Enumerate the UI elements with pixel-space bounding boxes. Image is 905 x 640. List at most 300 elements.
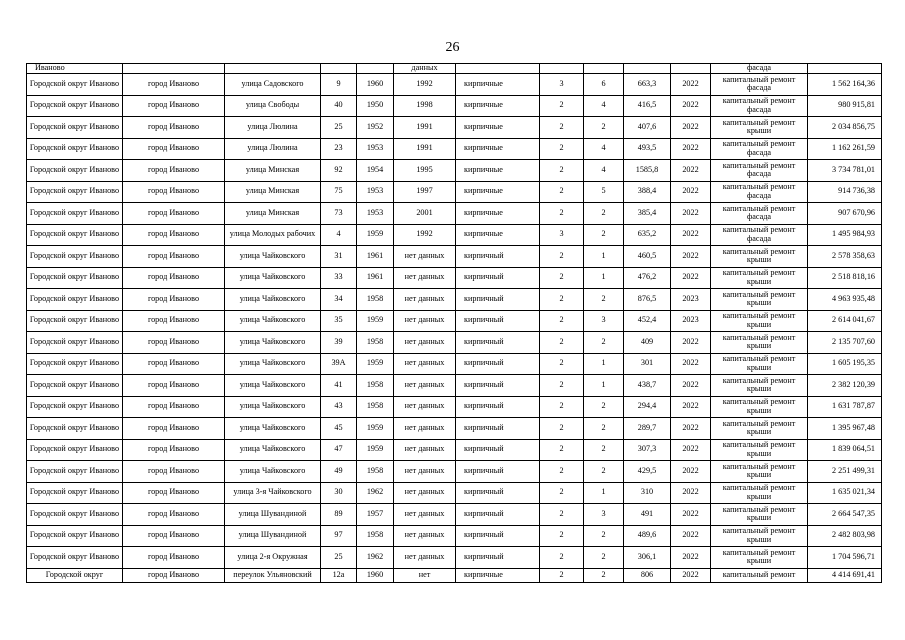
cell-area: 385,4 [624,203,671,225]
cell-work-type: капитальный ремонт крыши [711,461,808,483]
cell-renovation-year: нет данных [394,547,456,569]
cell-street: улица Чайковского [225,289,321,311]
cell-build-year: 1958 [357,332,394,354]
table-row [27,310,882,332]
cell-district: Городской округ Иваново [27,117,123,139]
cell-floors: 2 [540,181,584,203]
cell-work-type: капитальный ремонт фасада [711,74,808,96]
table-row [27,439,882,461]
cell-street: улица Люлина [225,138,321,160]
cell-work-type: капитальный ремонт крыши [711,353,808,375]
table-row [27,461,882,483]
cell-floors: 2 [540,160,584,182]
cell-wall-material: кирпичный [456,504,540,526]
cell-floors: 2 [540,504,584,526]
cell-street: улица Чайковского [225,418,321,440]
cell-entrances: 2 [584,418,624,440]
cell-work-type: капитальный ремонт крыши [711,525,808,547]
cell-renovation-year: 1992 [394,74,456,96]
cell-district: Городской округ Иваново [27,181,123,203]
cell-wall-material: кирпичный [456,396,540,418]
cell-district: Городской округ Иваново [27,95,123,117]
cell-renovation-year: нет данных [394,353,456,375]
cell-house-number: 43 [321,396,357,418]
cell-repair-year: 2022 [671,203,711,225]
table-row [27,246,882,268]
cell-wall-material: кирпичные [456,224,540,246]
cell-build-year: 1953 [357,138,394,160]
cell-work-type: капитальный ремонт [711,568,808,582]
cell-area: 489,6 [624,525,671,547]
cell-street: улица Люлина [225,117,321,139]
cell-entrances: 2 [584,547,624,569]
cell-build-year: 1958 [357,525,394,547]
cell-build-year: 1960 [357,74,394,96]
cell-district: Городской округ Иваново [27,482,123,504]
cell-floors: 2 [540,353,584,375]
cell-build-year: 1952 [357,117,394,139]
cell-house-number: 40 [321,95,357,117]
cell-cost [808,64,882,74]
cell-renovation-year: нет данных [394,504,456,526]
cell-city: город Иваново [123,568,225,582]
cell-area: 476,2 [624,267,671,289]
cell-wall-material: кирпичные [456,117,540,139]
cell-work-type: капитальный ремонт крыши [711,439,808,461]
cell-floors: 2 [540,568,584,582]
table-row [27,504,882,526]
cell-street: улица Чайковского [225,396,321,418]
table-row [27,332,882,354]
cell-city: город Иваново [123,289,225,311]
cell-renovation-year: нет данных [394,525,456,547]
cell-cost: 914 736,38 [808,181,882,203]
cell-area: 307,3 [624,439,671,461]
cell-work-type: капитальный ремонт крыши [711,482,808,504]
cell-house-number: 75 [321,181,357,203]
cell-cost: 2 034 856,75 [808,117,882,139]
cell-repair-year: 2022 [671,160,711,182]
cell-cost: 2 382 120,39 [808,375,882,397]
cell-build-year: 1950 [357,95,394,117]
cell-repair-year: 2022 [671,224,711,246]
cell-cost: 2 614 041,67 [808,310,882,332]
cell-street: улица Чайковского [225,246,321,268]
cell-cost: 1 605 195,35 [808,353,882,375]
cell-district: Городской округ Иваново [27,310,123,332]
cell-repair-year: 2022 [671,461,711,483]
cell-city: город Иваново [123,332,225,354]
cell-cost: 1 395 967,48 [808,418,882,440]
cell-renovation-year: нет данных [394,439,456,461]
cell-floors: 2 [540,246,584,268]
cell-house-number: 25 [321,117,357,139]
cell-floors: 2 [540,547,584,569]
cell-work-type: капитальный ремонт фасада [711,224,808,246]
cell-build-year: 1958 [357,396,394,418]
cell-entrances: 1 [584,353,624,375]
cell-entrances: 2 [584,525,624,547]
cell-area: 310 [624,482,671,504]
cell-wall-material [456,64,540,74]
cell-repair-year: 2022 [671,117,711,139]
table-row [27,418,882,440]
cell-floors: 2 [540,461,584,483]
cell-house-number: 89 [321,504,357,526]
cell-floors: 3 [540,224,584,246]
cell-street: улица Садовского [225,74,321,96]
cell-entrances: 2 [584,117,624,139]
cell-street: улица Молодых рабочих [225,224,321,246]
cell-street: переулок Ульяновский [225,568,321,582]
cell-street: улица 3-я Чайковского [225,482,321,504]
cell-build-year: 1959 [357,224,394,246]
cell-wall-material: кирпичный [456,418,540,440]
cell-build-year: 1959 [357,418,394,440]
cell-wall-material: кирпичные [456,203,540,225]
cell-build-year: 1960 [357,568,394,582]
cell-wall-material: кирпичный [456,482,540,504]
cell-renovation-year: 1991 [394,138,456,160]
cell-district: Городской округ Иваново [27,375,123,397]
cell-area: 301 [624,353,671,375]
cell-wall-material: кирпичный [456,439,540,461]
cell-work-type: капитальный ремонт фасада [711,203,808,225]
cell-floors: 2 [540,375,584,397]
cell-street: улица Шувандиной [225,504,321,526]
cell-area: 663,3 [624,74,671,96]
cell-repair-year: 2022 [671,138,711,160]
cell-area: 491 [624,504,671,526]
cell-district: Городской округ Иваново [27,246,123,268]
cell-street: улица Минская [225,160,321,182]
cell-district: Городской округ Иваново [27,353,123,375]
cell-repair-year: 2022 [671,568,711,582]
cell-repair-year: 2022 [671,525,711,547]
cell-entrances: 3 [584,310,624,332]
cell-city: город Иваново [123,181,225,203]
cell-repair-year [671,64,711,74]
cell-work-type: капитальный ремонт крыши [711,547,808,569]
cell-cost: 1 839 064,51 [808,439,882,461]
cell-area: 452,4 [624,310,671,332]
cell-cost: 1 162 261,59 [808,138,882,160]
cell-house-number: 9 [321,74,357,96]
cell-build-year: 1954 [357,160,394,182]
cell-floors: 2 [540,482,584,504]
table-row [27,203,882,225]
cell-cost: 2 578 358,63 [808,246,882,268]
cell-build-year: 1959 [357,310,394,332]
cell-city: город Иваново [123,246,225,268]
table-row [27,547,882,569]
cell-city: город Иваново [123,138,225,160]
cell-floors: 2 [540,439,584,461]
cell-build-year: 1953 [357,181,394,203]
cell-floors [540,64,584,74]
cell-street: улица Минская [225,181,321,203]
cell-city: город Иваново [123,482,225,504]
cell-floors: 2 [540,289,584,311]
table-row [27,396,882,418]
cell-street [225,64,321,74]
cell-entrances: 1 [584,246,624,268]
cell-cost: 2 518 818,16 [808,267,882,289]
cell-work-type: капитальный ремонт крыши [711,504,808,526]
table-row [27,353,882,375]
cell-build-year: 1961 [357,267,394,289]
cell-street: улица Чайковского [225,267,321,289]
cell-house-number: 33 [321,267,357,289]
cell-repair-year: 2022 [671,504,711,526]
cell-build-year: 1962 [357,482,394,504]
cell-city: город Иваново [123,525,225,547]
cell-house-number: 39 [321,332,357,354]
cell-city: город Иваново [123,375,225,397]
cell-repair-year: 2022 [671,332,711,354]
cell-build-year: 1959 [357,439,394,461]
table-row [27,375,882,397]
cell-repair-year: 2022 [671,181,711,203]
cell-wall-material: кирпичные [456,138,540,160]
cell-entrances: 4 [584,138,624,160]
cell-work-type: капитальный ремонт фасада [711,160,808,182]
cell-cost: 1 704 596,71 [808,547,882,569]
cell-floors: 3 [540,74,584,96]
cell-renovation-year: нет данных [394,267,456,289]
cell-wall-material: кирпичные [456,74,540,96]
cell-renovation-year: 2001 [394,203,456,225]
cell-area: 493,5 [624,138,671,160]
cell-renovation-year: нет данных [394,396,456,418]
cell-house-number: 97 [321,525,357,547]
table-row [27,525,882,547]
cell-street: улица Чайковского [225,461,321,483]
cell-floors: 2 [540,396,584,418]
cell-floors: 2 [540,138,584,160]
cell-house-number: 23 [321,138,357,160]
table-row [27,568,882,582]
cell-work-type: капитальный ремонт крыши [711,267,808,289]
cell-house-number: 47 [321,439,357,461]
cell-work-type: капитальный ремонт крыши [711,418,808,440]
cell-build-year: 1961 [357,246,394,268]
cell-district: Городской округ Иваново [27,203,123,225]
cell-city: город Иваново [123,547,225,569]
cell-city: город Иваново [123,418,225,440]
cell-wall-material: кирпичный [456,461,540,483]
cell-floors: 2 [540,117,584,139]
cell-area: 306,1 [624,547,671,569]
cell-repair-year: 2023 [671,310,711,332]
cell-district: Городской округ Иваново [27,547,123,569]
cell-city: город Иваново [123,74,225,96]
cell-city: город Иваново [123,117,225,139]
cell-cost: 2 135 707,60 [808,332,882,354]
table-row [27,95,882,117]
cell-street: улица Чайковского [225,332,321,354]
cell-wall-material: кирпичный [456,353,540,375]
cell-area: 289,7 [624,418,671,440]
table-row [27,138,882,160]
cell-build-year [357,64,394,74]
cell-work-type: капитальный ремонт крыши [711,289,808,311]
cell-floors: 2 [540,332,584,354]
cell-district: Городской округ Иваново [27,160,123,182]
cell-entrances: 2 [584,568,624,582]
cell-entrances: 3 [584,504,624,526]
cell-city: город Иваново [123,160,225,182]
cell-cost: 1 495 984,93 [808,224,882,246]
cell-area: 388,4 [624,181,671,203]
cell-district: Городской округ Иваново [27,439,123,461]
cell-renovation-year: нет данных [394,310,456,332]
cell-house-number: 4 [321,224,357,246]
cell-renovation-year: нет данных [394,246,456,268]
cell-renovation-year: нет данных [394,332,456,354]
cell-wall-material: кирпичный [456,267,540,289]
cell-city: город Иваново [123,95,225,117]
cell-repair-year: 2022 [671,74,711,96]
cell-wall-material: кирпичный [456,547,540,569]
cell-floors: 2 [540,203,584,225]
cell-repair-year: 2023 [671,289,711,311]
cell-work-type: фасада [711,64,808,74]
cell-repair-year: 2022 [671,396,711,418]
cell-entrances: 1 [584,375,624,397]
cell-wall-material: кирпичный [456,525,540,547]
cell-area: 409 [624,332,671,354]
cell-work-type: капитальный ремонт крыши [711,332,808,354]
cell-entrances: 2 [584,289,624,311]
cell-house-number [321,64,357,74]
cell-area: 1585,8 [624,160,671,182]
cell-renovation-year: нет данных [394,461,456,483]
cell-work-type: капитальный ремонт фасада [711,181,808,203]
cell-cost: 4 963 935,48 [808,289,882,311]
table-row [27,117,882,139]
cell-repair-year: 2022 [671,95,711,117]
cell-district: Городской округ Иваново [27,289,123,311]
cell-city [123,64,225,74]
cell-cost: 4 414 691,41 [808,568,882,582]
cell-build-year: 1959 [357,353,394,375]
cell-district: Городской округ Иваново [27,461,123,483]
cell-district: Городской округ Иваново [27,418,123,440]
cell-repair-year: 2022 [671,439,711,461]
cell-city: город Иваново [123,504,225,526]
cell-wall-material: кирпичный [456,332,540,354]
cell-work-type: капитальный ремонт фасада [711,138,808,160]
cell-work-type: капитальный ремонт крыши [711,396,808,418]
cell-street: улица Чайковского [225,375,321,397]
cell-renovation-year: нет данных [394,418,456,440]
cell-street: улица Минская [225,203,321,225]
cell-street: улица Чайковского [225,439,321,461]
cell-city: город Иваново [123,353,225,375]
table-row [27,160,882,182]
page-number: 26 [445,40,460,55]
cell-renovation-year: 1992 [394,224,456,246]
cell-wall-material: кирпичные [456,95,540,117]
cell-area: 460,5 [624,246,671,268]
cell-house-number: 49 [321,461,357,483]
cell-area: 635,2 [624,224,671,246]
cell-renovation-year: 1995 [394,160,456,182]
cell-cost: 1 631 787,87 [808,396,882,418]
cell-renovation-year: данных [394,64,456,74]
cell-city: город Иваново [123,396,225,418]
cell-repair-year: 2022 [671,375,711,397]
cell-repair-year: 2022 [671,267,711,289]
cell-wall-material: кирпичные [456,160,540,182]
cell-build-year: 1958 [357,289,394,311]
cell-floors: 2 [540,267,584,289]
cell-renovation-year: нет данных [394,289,456,311]
cell-house-number: 45 [321,418,357,440]
cell-repair-year: 2022 [671,246,711,268]
cell-entrances: 2 [584,332,624,354]
cell-entrances: 5 [584,181,624,203]
cell-wall-material: кирпичные [456,181,540,203]
cell-renovation-year: нет данных [394,375,456,397]
cell-work-type: капитальный ремонт крыши [711,375,808,397]
cell-area: 806 [624,568,671,582]
cell-house-number: 92 [321,160,357,182]
housing-repair-table [26,63,882,583]
cell-wall-material: кирпичный [456,246,540,268]
table-row [27,181,882,203]
cell-renovation-year: 1998 [394,95,456,117]
cell-house-number: 25 [321,547,357,569]
cell-entrances: 6 [584,74,624,96]
cell-city: город Иваново [123,267,225,289]
cell-renovation-year: 1997 [394,181,456,203]
cell-area: 438,7 [624,375,671,397]
table-row [27,224,882,246]
cell-district: Городской округ [27,568,123,582]
cell-area: 416,5 [624,95,671,117]
cell-house-number: 30 [321,482,357,504]
cell-area: 407,6 [624,117,671,139]
cell-house-number: 39А [321,353,357,375]
cell-district: Городской округ Иваново [27,74,123,96]
cell-entrances: 2 [584,461,624,483]
cell-area: 876,5 [624,289,671,311]
cell-city: город Иваново [123,203,225,225]
cell-work-type: капитальный ремонт крыши [711,246,808,268]
cell-repair-year: 2022 [671,547,711,569]
cell-cost: 2 482 803,98 [808,525,882,547]
cell-city: город Иваново [123,461,225,483]
cell-work-type: капитальный ремонт фасада [711,95,808,117]
table-row [27,267,882,289]
cell-district: Городской округ Иваново [27,525,123,547]
cell-city: город Иваново [123,439,225,461]
cell-cost: 907 670,96 [808,203,882,225]
cell-renovation-year: нет [394,568,456,582]
cell-entrances: 2 [584,203,624,225]
cell-entrances: 1 [584,267,624,289]
cell-work-type: капитальный ремонт крыши [711,117,808,139]
cell-floors: 2 [540,418,584,440]
cell-district: Городской округ Иваново [27,224,123,246]
cell-cost: 1 635 021,34 [808,482,882,504]
cell-street: улица Чайковского [225,353,321,375]
cell-entrances: 2 [584,224,624,246]
cell-entrances [584,64,624,74]
table-row [27,289,882,311]
